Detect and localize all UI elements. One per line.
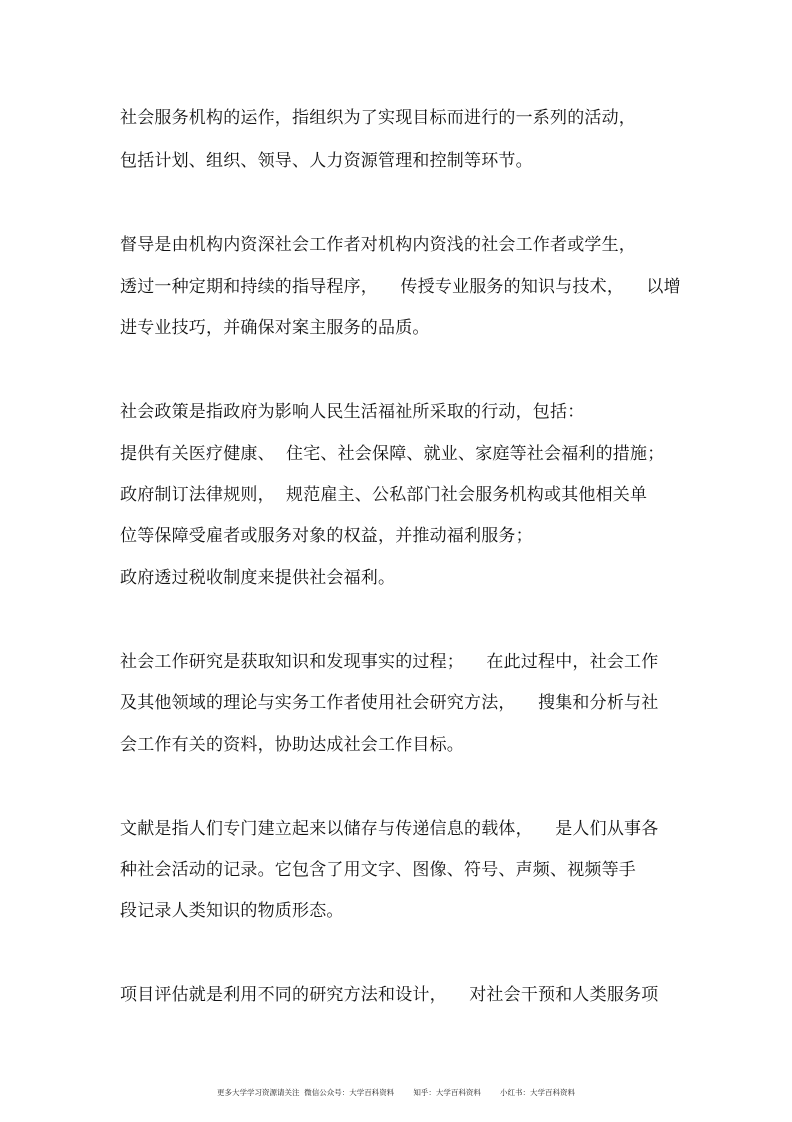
text-line: 项目评估就是利用不同的研究方法和设计， 对社会干预和人类服务项	[120, 985, 659, 1005]
text-line: 提供有关医疗健康、 住宅、社会保障、就业、家庭等社会福利的措施；	[120, 444, 665, 464]
text-line: 种社会活动的记录。它包含了用文字、图像、符号、声频、视频等手	[120, 860, 636, 880]
text-line: 透过一种定期和持续的指导程序， 传授专业服务的知识与技术， 以增	[120, 277, 681, 297]
text-line: 社会政策是指政府为影响人民生活福祉所采取的行动，包括：	[120, 402, 585, 422]
text-line: 督导是由机构内资深社会工作者对机构内资浅的社会工作者或学生，	[120, 235, 636, 255]
text-line: 会工作有关的资料，协助达成社会工作目标。	[120, 735, 464, 755]
page-footer: 更多大学学习资源请关注 微信公众号：大学百科资料 知乎：大学百科资料 小红书：大学百科资料	[217, 1088, 575, 1097]
text-line: 进专业技巧，并确保对案主服务的品质。	[120, 318, 430, 338]
text-line: 政府制订法律规则， 规范雇主、公私部门社会服务机构或其他相关单	[120, 485, 648, 505]
text-line: 位等保障受雇者或服务对象的权益，并推动福利服务；	[120, 526, 533, 546]
text-line: 包括计划、组织、领导、人力资源管理和控制等环节。	[120, 151, 533, 171]
text-line: 社会服务机构的运作，指组织为了实现目标而进行的一系列的活动，	[120, 108, 636, 128]
text-line: 段记录人类知识的物质形态。	[120, 901, 344, 921]
text-line: 政府透过税收制度来提供社会福利。	[120, 568, 396, 588]
text-line: 及其他领域的理论与实务工作者使用社会研究方法， 搜集和分析与社	[120, 693, 659, 713]
text-line: 社会工作研究是获取知识和发现事实的过程； 在此过程中，社会工作	[120, 652, 659, 672]
text-line: 文献是指人们专门建立起来以储存与传递信息的载体， 是人们从事各	[120, 819, 659, 839]
